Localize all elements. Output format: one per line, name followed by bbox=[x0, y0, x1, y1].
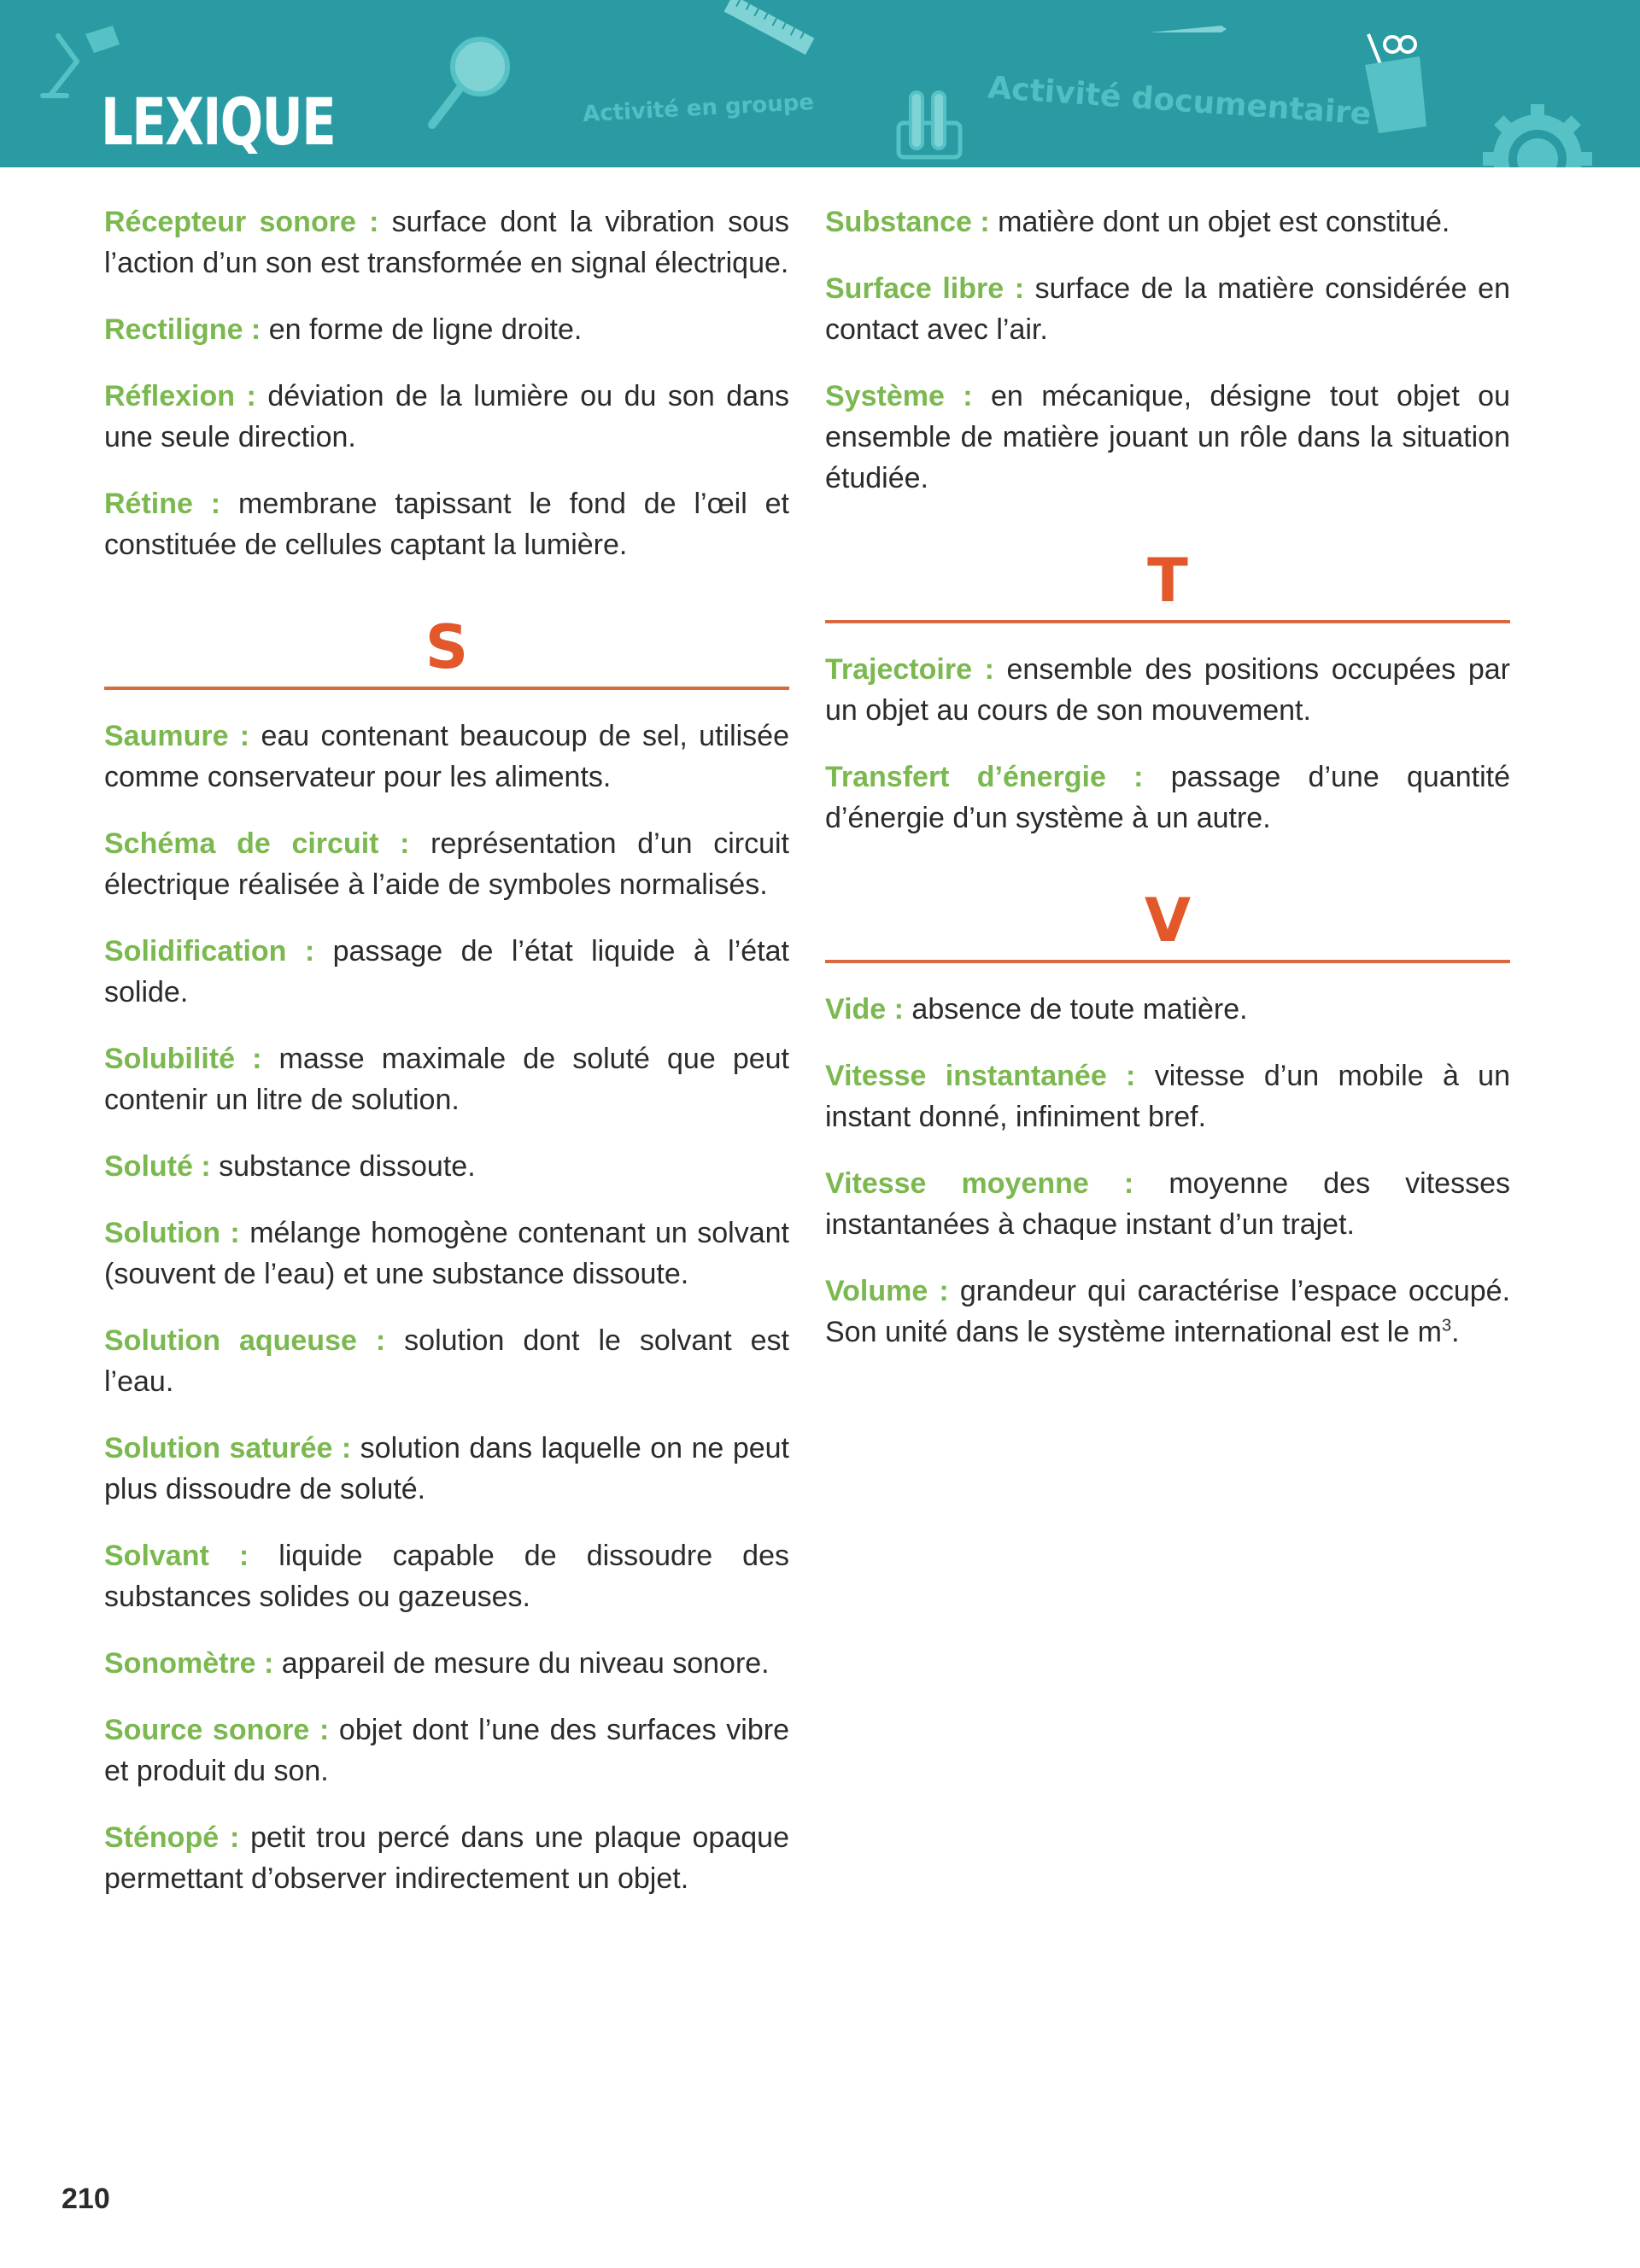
entry-definition: moyenne des vitesses instantanées à chaque instant d’un trajet. bbox=[825, 1167, 1510, 1241]
entry-term: Trajectoire : bbox=[825, 653, 994, 686]
glossary-entry bbox=[104, 1146, 789, 1187]
glossary-entry bbox=[104, 1038, 789, 1120]
entry-definition: vitesse d’un mobile à un instant donné, infiniment bref. bbox=[825, 1060, 1510, 1133]
glossary-entry bbox=[825, 268, 1510, 350]
entry-definition: solution dans laquelle on ne peut plus dissoudre de soluté. bbox=[104, 1432, 789, 1505]
entry-definition: masse maximale de soluté que peut contenir un litre de solution. bbox=[104, 1043, 789, 1116]
section-divider bbox=[825, 960, 1510, 963]
entry-definition: membrane tapissant le fond de l’œil et constituée de cellules captant la lumière. bbox=[104, 488, 789, 561]
glossary-entry bbox=[104, 483, 789, 565]
faded-activity-group: Activité en groupe bbox=[582, 89, 815, 128]
entry-definition: substance dissoute. bbox=[210, 1150, 476, 1183]
faded-activity-doc: Activité documentaire bbox=[987, 70, 1373, 132]
glossary-entry bbox=[104, 931, 789, 1013]
entry-term: Volume : bbox=[825, 1275, 949, 1307]
entry-definition: matière dont un objet est constitué. bbox=[989, 206, 1450, 238]
glossary-entry bbox=[104, 716, 789, 798]
entry-definition: passage de l’état liquide à l’état solide. bbox=[104, 935, 789, 1008]
entry-term: Source sonore : bbox=[104, 1714, 330, 1746]
entry-definition: mélange homogène contenant un solvant (souvent de l’eau) et une substance dissoute. bbox=[104, 1217, 789, 1290]
entry-definition: liquide capable de dissoudre des substances solides ou gazeuses. bbox=[104, 1540, 790, 1613]
glossary-entry bbox=[104, 309, 789, 350]
glossary-entry bbox=[104, 1710, 789, 1792]
entry-term: Sténopé : bbox=[104, 1821, 240, 1854]
entry-definition: objet dont l’une des surfaces vibre et produit du son. bbox=[104, 1714, 789, 1787]
entry-definition: déviation de la lumière ou du son dans une seule direction. bbox=[104, 380, 789, 453]
entry-term: Solidification : bbox=[104, 935, 315, 967]
glossary-entry bbox=[104, 1817, 789, 1899]
entry-definition: petit trou percé dans une plaque opaque permettant d’observer indirectement un objet. bbox=[104, 1821, 789, 1895]
entry-definition: ensemble des positions occupées par un objet au cours de son mouvement. bbox=[825, 653, 1510, 727]
superscript-three: 3 bbox=[1441, 1316, 1452, 1336]
entry-term: Vide : bbox=[825, 993, 904, 1026]
entry-term: Soluté : bbox=[104, 1150, 211, 1183]
entry-definition: solution dont le solvant est l’eau. bbox=[104, 1324, 789, 1398]
entry-definition: appareil de mesure du niveau sonore. bbox=[273, 1647, 770, 1680]
entry-term: Rétine : bbox=[104, 488, 221, 520]
entry-term: Solution aqueuse : bbox=[104, 1324, 386, 1357]
entry-term: Solvant : bbox=[104, 1540, 249, 1572]
left-column bbox=[104, 202, 789, 1925]
section-letter: V bbox=[1144, 886, 1192, 956]
entry-term: Surface libre : bbox=[825, 272, 1025, 305]
entry-term: Vitesse moyenne : bbox=[825, 1167, 1134, 1200]
glossary-entry bbox=[104, 823, 789, 905]
entry-period: . bbox=[1451, 1316, 1460, 1348]
glossary-entry bbox=[104, 1428, 789, 1510]
section-letter: T bbox=[1147, 546, 1188, 616]
glossary-entry bbox=[825, 1271, 1510, 1353]
glossary-entry bbox=[104, 202, 789, 284]
glossary-entry bbox=[825, 649, 1510, 731]
glossary-entry bbox=[104, 1213, 789, 1295]
pen-icon bbox=[1145, 17, 1230, 43]
entry-term: Solubilité : bbox=[104, 1043, 262, 1075]
section-divider bbox=[825, 620, 1510, 623]
entry-term: Substance : bbox=[825, 206, 990, 238]
entry-term: Solution : bbox=[104, 1217, 240, 1249]
glossary-entry bbox=[825, 202, 1510, 243]
section-header-v bbox=[825, 886, 1510, 963]
entry-term: Saumure : bbox=[104, 720, 250, 752]
glossary-entry bbox=[825, 989, 1510, 1030]
entry-definition: surface dont la vibration sous l’action d’un son est transformée en signal électrique. bbox=[104, 206, 789, 279]
entry-term: Solution saturée : bbox=[104, 1432, 352, 1464]
section-header-t bbox=[825, 547, 1510, 623]
glossary-entry bbox=[104, 1643, 789, 1684]
entry-term: Rectiligne : bbox=[104, 313, 261, 346]
entry-term: Récepteur sonore : bbox=[104, 206, 379, 238]
entry-definition: absence de toute matière. bbox=[903, 993, 1248, 1026]
entry-definition: grandeur qui caractérise l’espace occupé. Son unité dans le système international est le m bbox=[825, 1275, 1511, 1348]
entry-term: Schéma de circuit : bbox=[104, 827, 410, 860]
entry-definition: passage d’une quantité d’énergie d’un système à un autre. bbox=[825, 761, 1510, 834]
entry-definition: surface de la matière considérée en contact avec l’air. bbox=[825, 272, 1510, 346]
glossary-entry bbox=[825, 1163, 1510, 1245]
gear-icon bbox=[1478, 99, 1597, 167]
entry-term: Vitesse instantanée : bbox=[825, 1060, 1136, 1092]
glossary-entry bbox=[825, 1055, 1510, 1137]
entry-definition: représentation d’un circuit électrique réalisée à l’aide de symboles normalisés. bbox=[104, 827, 789, 901]
entry-definition: en mécanique, désigne tout objet ou ensemble de matière jouant un rôle dans la situation étudiée. bbox=[825, 380, 1510, 494]
entry-term: Sonomètre : bbox=[104, 1647, 274, 1680]
entry-term: Système : bbox=[825, 380, 973, 412]
glossary-entry bbox=[825, 376, 1510, 499]
entry-definition: en forme de ligne droite. bbox=[261, 313, 583, 346]
glossary-entry bbox=[104, 1320, 789, 1402]
glossary-entry bbox=[104, 1535, 789, 1617]
entry-definition: eau contenant beaucoup de sel, utilisée comme conservateur pour les aliments. bbox=[104, 720, 790, 793]
glossary-entry bbox=[104, 376, 789, 458]
glossary-entry bbox=[825, 757, 1510, 839]
entry-term: Réflexion : bbox=[104, 380, 256, 412]
test-tubes-icon bbox=[895, 89, 964, 161]
ruler-icon bbox=[718, 0, 820, 68]
page-title: LEXIQUE bbox=[101, 84, 336, 160]
right-column bbox=[825, 202, 1510, 1378]
section-letter: S bbox=[425, 612, 469, 682]
entry-term: Transfert d’énergie : bbox=[825, 761, 1144, 793]
magnifier-icon bbox=[424, 31, 518, 133]
page-number: 210 bbox=[62, 2183, 110, 2215]
section-divider bbox=[104, 687, 789, 690]
header-banner bbox=[0, 0, 1640, 167]
section-header-s bbox=[104, 613, 789, 690]
pencil-cup-icon bbox=[1356, 26, 1433, 137]
